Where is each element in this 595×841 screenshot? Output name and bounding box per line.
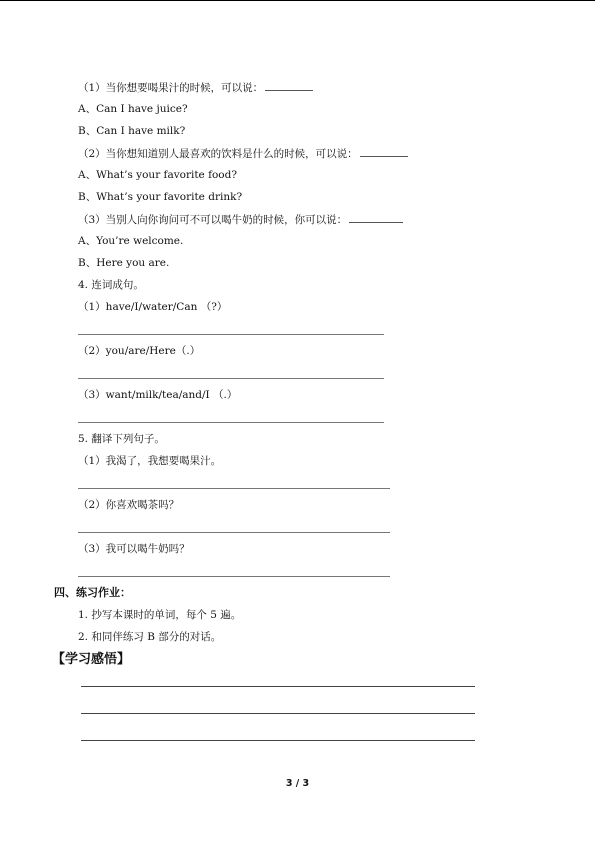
q3-item3-option-b: B、Here you are. [78,257,170,269]
q3-item3-answer-blank[interactable] [349,212,403,223]
q3-item1-answer-blank[interactable] [265,80,313,91]
section-4-item-1: 1. 抄写本课时的单词，每个 5 遍。 [78,609,242,621]
reflection-title: 【学习感悟】 [52,652,131,667]
q4-item-1-answer-line[interactable] [78,334,384,335]
section-4-title: 四、练习作业： [54,586,131,599]
q3-item3-prompt: （3）当别人向你询问可不可以喝牛奶的时候，你可以说： [78,214,348,226]
q4-item-2-answer-line[interactable] [78,378,384,379]
section-4-item-2: 2. 和同伴练习 B 部分的对话。 [78,631,222,643]
q3-item2-option-a: A、What’s your favorite food? [78,169,237,181]
page-top-border [0,0,595,1]
q4-item-3: （3）want/milk/tea/and/I （.） [78,389,238,401]
q5-item-1: （1）我渴了，我想要喝果汁。 [78,455,222,467]
q3-item3-prompt-row [78,212,403,227]
q3-item2-option-b: B、What’s your favorite drink? [78,191,243,203]
page-number: 3 / 3 [285,778,310,789]
q5-title: 5. 翻译下列句子。 [78,433,165,445]
q3-item2-answer-blank[interactable] [360,146,408,157]
q4-title: 4. 连词成句。 [78,279,144,291]
q5-item-2-answer-line[interactable] [78,532,390,533]
q5-item-2: （2）你喜欢喝茶吗？ [78,499,180,511]
q4-item-1: （1）have/I/water/Can （?） [78,301,228,313]
q3-item1-option-a: A、Can I have juice? [78,103,188,115]
q4-item-2: （2）you/are/Here（.） [78,345,201,357]
q3-item2-prompt-row [78,146,408,161]
reflection-line-1[interactable] [81,686,475,687]
q5-item-3-answer-line[interactable] [78,576,390,577]
q3-item3-option-a: A、You’re welcome. [78,235,184,247]
reflection-line-2[interactable] [81,713,475,714]
q4-item-3-answer-line[interactable] [78,422,384,423]
q3-item1-prompt-row [78,80,313,95]
q3-item2-prompt: （2）当你想知道别人最喜欢的饮料是什么的时候，可以说： [78,148,358,160]
q3-item1-prompt: （1）当你想要喝果汁的时候，可以说： [78,82,264,94]
reflection-line-3[interactable] [81,740,475,741]
q3-item1-option-b: B、Can I have milk? [78,125,186,137]
q5-item-3: （3）我可以喝牛奶吗？ [78,543,190,555]
q5-item-1-answer-line[interactable] [78,488,390,489]
